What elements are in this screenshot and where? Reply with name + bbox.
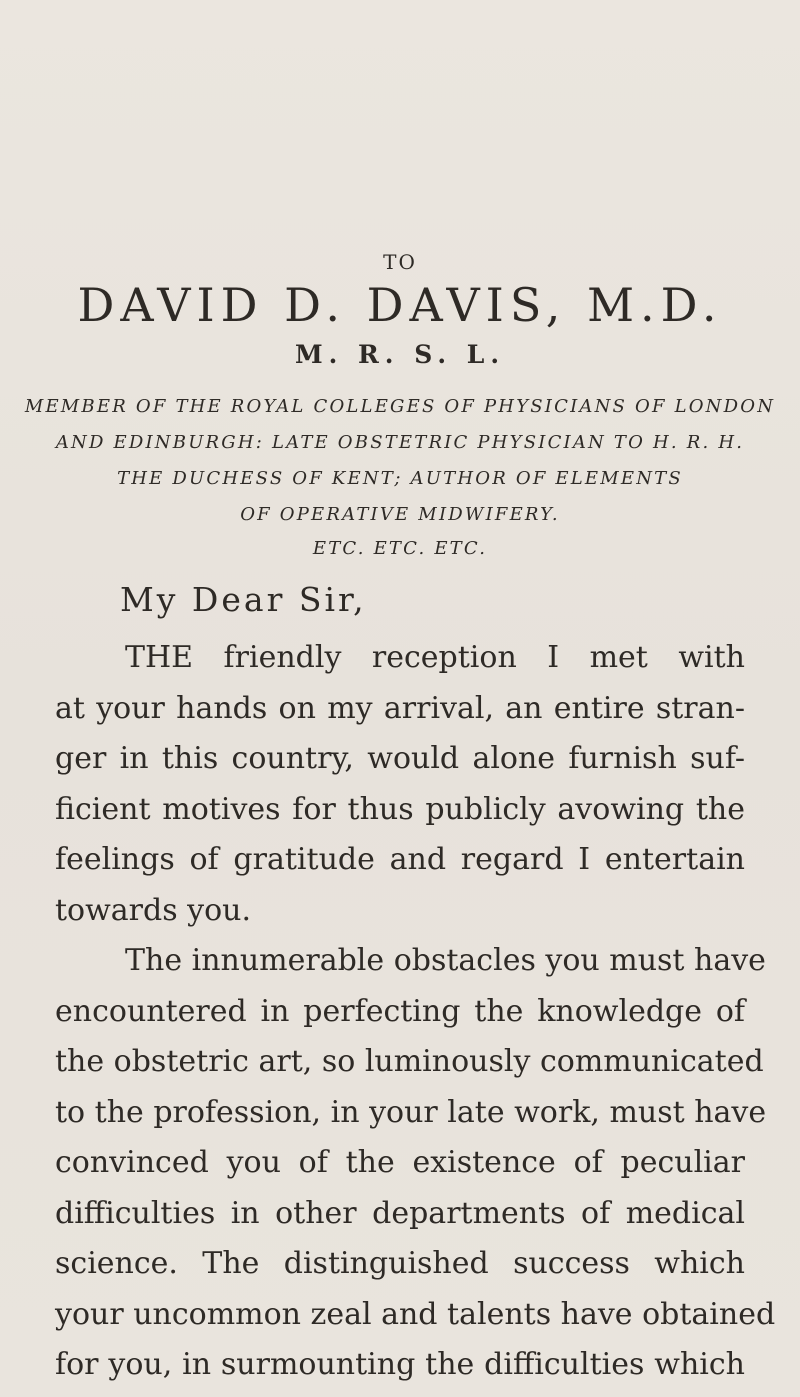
dedication-to: TO bbox=[383, 250, 417, 274]
letter-line: the obstetric art, so luminously communicated bbox=[55, 1044, 764, 1079]
letter-line: for you, in surmounting the difficulties which bbox=[55, 1347, 745, 1382]
letter-line: encountered in perfecting the knowledge of bbox=[55, 993, 745, 1029]
letter-line: science. The distinguished success which bbox=[55, 1246, 745, 1281]
letter-line: to the profession, in your late work, must have bbox=[55, 1094, 767, 1130]
letter-line: at your hands on my arrival, an entire stran- bbox=[55, 690, 745, 726]
letter-line: convinced you of the existence of peculiar bbox=[55, 1145, 745, 1180]
dedicatee-name: DAVID D. DAVIS, M.D. bbox=[77, 278, 723, 332]
dedication-description-line: AND EDINBURGH: LATE OBSTETRIC PHYSICIAN TO H. R. H. bbox=[55, 432, 745, 453]
letter-line: difficulties in other departments of medical bbox=[55, 1195, 745, 1231]
letter-line: ficient motives for thus publicly avowing the bbox=[55, 791, 745, 827]
dedication-description-line: MEMBER OF THE ROYAL COLLEGES OF PHYSICIANS OF LONDON bbox=[24, 396, 776, 417]
dedicatee-qualifications: M. R. S. L. bbox=[294, 340, 506, 369]
dedication-description-line: THE DUCHESS OF KENT; AUTHOR OF ELEMENTS bbox=[117, 468, 683, 489]
letter-line: ger in this country, would alone furnish suf- bbox=[55, 741, 745, 776]
letter-line: THE friendly reception I met with bbox=[125, 640, 745, 675]
letter-line: towards you. bbox=[55, 892, 252, 928]
letter-salutation: My Dear Sir, bbox=[120, 580, 367, 619]
dedication-description-line: OF OPERATIVE MIDWIFERY. bbox=[240, 504, 560, 525]
letter-line: your uncommon zeal and talents have obtained bbox=[55, 1296, 776, 1332]
letter-line: feelings of gratitude and regard I entertain bbox=[55, 842, 745, 877]
letter-line: The innumerable obstacles you must have bbox=[125, 943, 766, 978]
dedication-description-line: ETC. ETC. ETC. bbox=[312, 538, 488, 559]
